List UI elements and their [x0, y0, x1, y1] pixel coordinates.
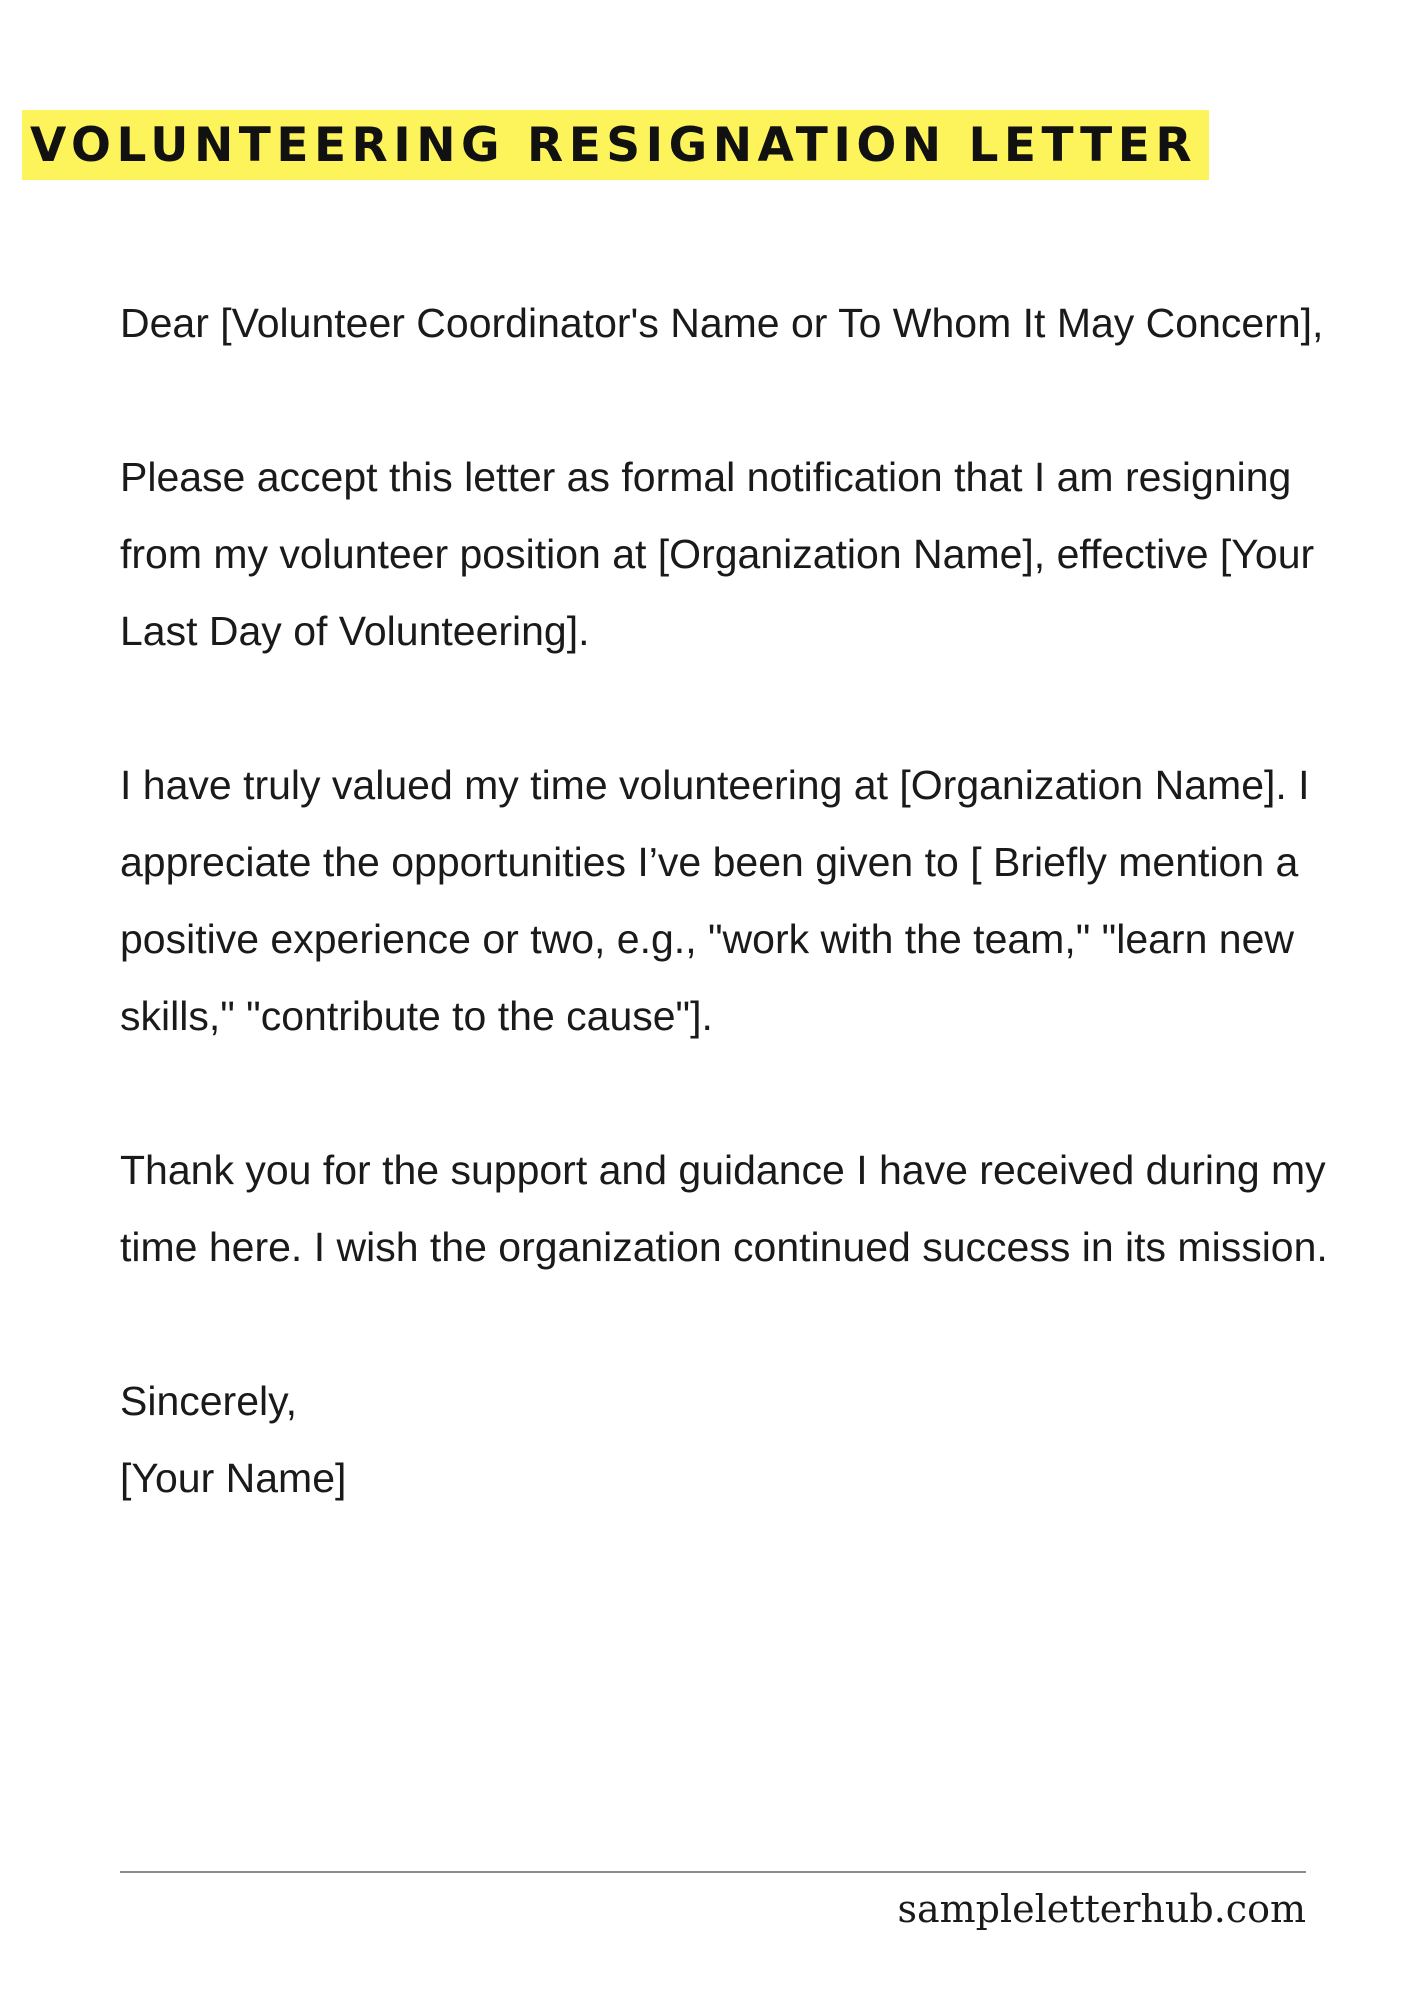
- letter-body: [120, 285, 1360, 1517]
- signature: [Your Name]: [120, 1455, 347, 1501]
- title-highlight: [22, 110, 1209, 180]
- document-title: VOLUNTEERING RESIGNATION LETTER: [30, 117, 1198, 173]
- closing-block: [120, 1363, 1360, 1517]
- paragraph-thanks: Thank you for the support and guidance I have received during my time here. I wish the organization continued success in its mission.: [120, 1147, 1328, 1270]
- salutation: Dear [Volunteer Coordinator's Name or To Whom It May Concern],: [120, 300, 1324, 346]
- paragraph-appreciation: I have truly valued my time volunteering at [Organization Name]. I appreciate the opportunities I’ve been given to [ Briefly mention a positive experience or two, e.g., "work with the team," "learn new skills," "contribute to the cause"].: [120, 762, 1310, 1039]
- footer-divider: [120, 1871, 1306, 1873]
- closing: Sincerely,: [120, 1378, 297, 1424]
- paragraph-notification: Please accept this letter as formal notification that I am resigning from my volunteer position at [Organization Name], effective [Your Last Day of Volunteering].: [120, 454, 1315, 654]
- footer-website: sampleletterhub.com: [897, 1887, 1306, 1931]
